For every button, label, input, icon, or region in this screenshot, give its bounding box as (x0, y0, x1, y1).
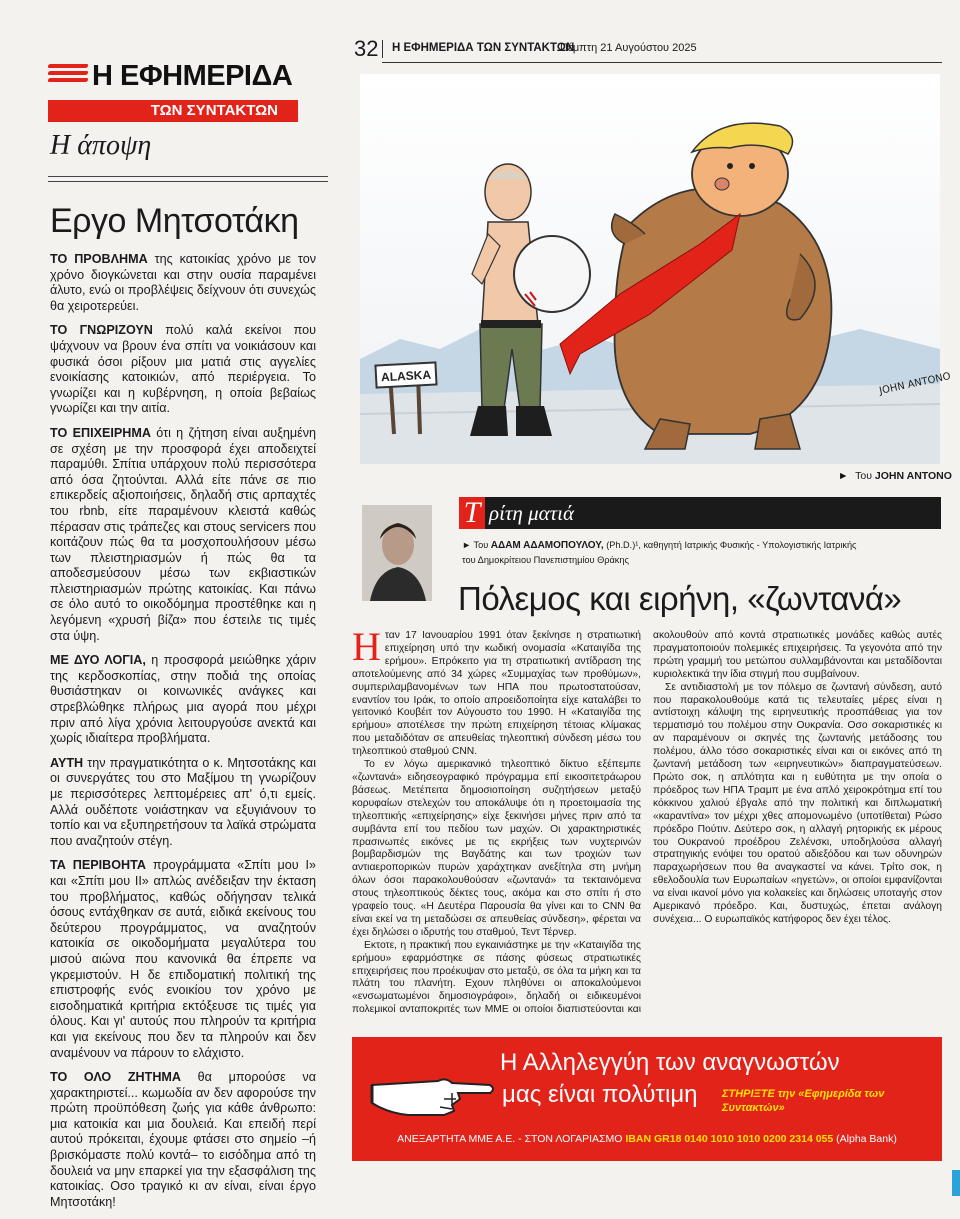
opinion-paragraph (50, 252, 316, 314)
paragraph-lead: ΑΥΤΗ (50, 755, 84, 770)
paragraph-text: ταν 17 Ιανουαρίου 1991 όταν ξεκίνησε η στρατιωτική επιχείρηση υπό την κωδική ονομασία «Καταιγίδα της ερήμου». Επρόκειτο για τη στρατιωτική αντίδραση της αποτελούμενης από 34 χώρες «Συμμαχίας των προθύμων», συμπεριλαμβανομένων των ΗΠΑ που πρωτοστατούσαν, εναντίον του Ιράκ, το οποίο απροειδοποίητα είχε καταλάβει το γειτονικό Κουβέιτ τον Αύγουστο του 1990. Η «Καταιγίδα της ερήμου» αποτέλεσε την πρώτη επιχείρηση τέτοιας κλίμακας που μεταδιδόταν σε απευθείας τηλεοπτική σύνδεση μέσω του τηλεοπτικού σταθμού CNN. (352, 630, 641, 758)
opinion-paragraph (50, 323, 316, 417)
author-credentials: (Ph.D.)¹, καθηγητή Ιατρικής Φυσικής - Υπολογιστικής Ιατρικής (603, 540, 857, 550)
paragraph-text: η προσφορά μειώθηκε χάριν της κερδοσκοπίας, στην ποδιά της οποίας θυσιάστηκαν οι κοινωνικές ανάγκες και στρεβλώθηκε πλήρως μια αγορά που μέχρι πριν από λίγα χρόνια λειτουργούσε ανεκτά και χωρίς ιδιαίτερα προβλήματα. (50, 653, 316, 746)
play-arrow-icon: ► (462, 540, 472, 550)
ad-headline-2: μας είναι πολύτιμη (502, 1081, 698, 1108)
opinion-title: Εργο Μητσοτάκη (50, 202, 299, 240)
paper-name: Η ΕΦΗΜΕΡΙΔΑ ΤΩΝ ΣΥΝΤΑΚΤΩΝ (392, 42, 575, 54)
play-arrow-icon: ► (838, 470, 849, 482)
opinion-paragraph (50, 426, 316, 644)
divider (48, 181, 328, 182)
opinion-body (50, 252, 316, 1219)
sign-text: ALASKA (380, 367, 432, 385)
author-byline: ► Του ΑΔΑΜ ΑΔΑΜΟΠΟΥΛΟΥ, (Ph.D.)¹, καθηγητή Ιατρικής Φυσικής - Υπολογιστικής Ιατρικής του Δημοκρίτειου Πανεπιστημίου Θράκης (462, 540, 857, 565)
author-affiliation: του Δημοκρίτειου Πανεπιστημίου Θράκης (462, 555, 629, 565)
paragraph-text: της κατοικίας χρόνο με τον χρόνο διογκώνεται και στην ουσία παραμένει άλυτο, ενώ οι προβλέψεις δείχνουν ότι συνεχώς θα χειροτερεύει. (50, 252, 316, 313)
opinion-paragraph (50, 858, 316, 1061)
article-paragraph (352, 759, 641, 940)
paragraph-text: πολύ καλά εκείνοι που ψάχνουν να βρουν ένα σπίτι να νοικιάσουν και φυσικά όσοι ρίξουν μια ματιά στις αγγελίες ενοικίασης κατοικιών, από περιέργεια. Το γνωρίζει και η κυβέρνηση, η οποία βεβαίως γνωρίζει και την αιτία. (50, 323, 316, 416)
masthead-subtitle: ΤΩΝ ΣΥΝΤΑΚΤΩΝ (48, 100, 298, 122)
edge-color-mark (952, 1170, 960, 1196)
column-header-bar (459, 497, 941, 529)
author-name: ΑΔΑΜ ΑΔΑΜΟΠΟΥΛΟΥ, (490, 540, 604, 551)
paragraph-text: Εκτοτε, η πρακτική που εγκαινιάστηκε με την «Καταιγίδα της ερήμου» εφαρμόστηκε σε πάσης φύσεως στρατιωτικές επιχειρήσεις που προέκυψαν στο μεταξύ, σε όλα τα μήκη και τα πλάτη του πλανήτη. Εχουν πληθύνει οι αποκαλούμενοι «ενσωματωμένοι δημοσιογράφοι», δηλαδή οι ειδικευμένοι πολεμικοί ανταποκριτές των ΜΜΕ οι οποίοι διαπιστεύονται και ακολουθούν από κοντά στρατιωτικές μονάδες καθώς αυτές πραγματοποιούν πολεμικές επιχειρήσεις. Τα γεγονότα από την πρώτη γραμμή του μετώπου συλλαμβάνονται και μεταδίδονται κυριολεκτικά την ίδια στιγμή που συμβαίνουν. (352, 630, 942, 1016)
page-number: 32 (354, 36, 379, 61)
paragraph-lead: ΜΕ ΔΥΟ ΛΟΓΙΑ, (50, 653, 146, 668)
paragraph-text: την πραγματικότητα ο κ. Μητσοτάκης και οι συνεργάτες του στο Μαξίμου τη γνωρίζουν με περισσότερες λεπτομέρειες απ' ό,τι εμείς. Αλλά ουδέποτε νοιάστηκαν να εξυγιάνουν το τοπίο και να εξυπηρετήσουν τα λαϊκά στρώματα που αναζητούν στέγη. (50, 755, 316, 848)
column-name: ρίτη ματιά (489, 501, 575, 525)
pointing-hand-icon (368, 1059, 498, 1119)
credit-prefix: Του (855, 470, 872, 482)
paragraph-text: Σε αντιδιαστολή με τον πόλεμο σε ζωντανή σύνδεση, αυτό που παρακολουθούμε κατά τις τελευταίες μέρες είναι η αντίστοιχη κάλυψη της ειρηνευτικής προσπάθειας για τον τερματισμό του πολέμου στην Ουκρανία. Οσο σοκαριστικές κι αν παραμένουν οι σκηνές της ζωντανής μετάδοσης του πολέμου, άλλο τόσο σοκαριστικές είναι και οι εικόνες από τη ζωντανή μετάδοση των «ειρηνευτικών» διαπραγματεύσεων. Πρώτο σοκ, η απλότητα και η ευθύτητα με την οποία ο πρόεδρος των ΗΠΑ Τραμπ με ένα απλό χειροκρότημα επί του κόκκινου χαλιού έβγαλε από την πολιτική και διπλωματική «καραντίνα» τον μέχρι χθες απομονωμένο (υποτίθεται) Ρώσο πρόεδρο Πούτιν. Δεύτερο σοκ, η αλλαγή ρητορικής εκ μέρους του Ουκρανού προέδρου Ζελένσκι, υποδηλούσα αλλαγή στρατηγικής ενόψει του ορατού αδιεξόδου και των οδυνηρών παραχωρήσεων που θα αναγκαστεί να κάνει. Τρίτο σοκ, η εθελοδουλία των Ευρωπαίων «ηγετών», οι οποίοι εμφανίζονται να είναι ικανοί μόνο για κολακείες και δηλώσεις υποταγής στον Αμερικανό πρόεδρο. Και, δυστυχώς, έπεται ανάλογη συνέχεια... Ο ευρωπαϊκός κατήφορος δεν έχει τέλος. (653, 681, 942, 925)
cartoon-illustration (360, 74, 952, 464)
opinion-paragraph (50, 756, 316, 850)
column-initial: Τ (459, 497, 485, 529)
cartoon-drawing (360, 74, 952, 464)
drop-cap: Η (352, 624, 381, 669)
page-header (352, 36, 942, 62)
bank-name: (Alpha Bank) (836, 1133, 897, 1145)
logo-stripes (48, 64, 88, 90)
ad-iban-line (352, 1133, 942, 1145)
credit-author: JOHN ANTONO (874, 470, 952, 482)
plate-prop (514, 236, 590, 312)
section-label: Η άποψη (50, 130, 152, 161)
article-title: Πόλεμος και ειρήνη, «ζωντανά» (458, 580, 902, 617)
paragraph-lead: ΤΟ ΟΛΟ ΖΗΤΗΜΑ (50, 1070, 182, 1085)
svg-text:JOHN ANTONO: JOHN ANTONO (878, 371, 952, 397)
ad-headline-1: Η Αλληλεγγύη των αναγνωστών (500, 1049, 840, 1076)
cartoon-credit (838, 470, 952, 482)
ad-account-text: ΑΝΕΞΑΡΤΗΤΑ ΜΜΕ Α.Ε. - ΣΤΟΝ ΛΟΓΑΡΙΑΣΜΟ (397, 1133, 623, 1145)
opinion-paragraph (50, 1070, 316, 1210)
paragraph-lead: ΤΟ ΠΡΟΒΛΗΜΑ (50, 252, 148, 266)
divider (48, 176, 328, 177)
iban-number: GR18 0140 1010 1010 0200 2314 055 (653, 1133, 834, 1145)
author-photo (362, 505, 432, 601)
article-paragraph (653, 682, 942, 927)
masthead-title: Η ΕΦΗΜΕΡΙΔΑ (92, 60, 293, 92)
paragraph-text: Το εν λόγω αμερικανικό τηλεοπτικό δίκτυο εξέπεμπε «ζωντανά» ειδησεογραφικό πρόγραμμα επί εικοσιτετράωρου βάσεως. Μετέπειτα δημοσιοποίηση συζητήσεων μεταξύ κορυφαίων στελεχών του αποκάλυψε ότι η προετοιμασία της τηλεοπτικής «επιχείρησης» είχε ξεκινήσει μήνες πριν από τα συμβάντα επί του πεδίου των μαχών. Οι χαρακτηριστικές πρασινωπές εικόνες με τις εκρήξεις των νυχτερινών βομβαρδισμών της Βαγδάτης και των τροχιών των αντιαεροπορικών πυρών χαράχτηκαν ανεξίτηλα στη μνήμη όλων όσοι παρακολουθούσαν «ζωντανά» τα τεκταινόμενα στους τηλεοπτικούς δέκτες τους, ακόμα και στο σπίτι ή στο γραφείο τους. «Η Δευτέρα Παρουσία θα γίνει και το CNN θα είναι εκεί να τη μεταδώσει σε απευθείας σύνδεση», φέρεται να έχει δηλώσει ο ιδρυτής του σταθμού, Τεντ Τέρνερ. (352, 759, 641, 938)
paragraph-text: θα μπορούσε να χαρακτηριστεί... κωμωδία αν δεν αφορούσε την πρώτη προϋπόθεση ζωής για κάθε άνθρωπο: μια κατοικία και μια δουλειά. Και επειδή περί αυτού πρόκειται, έχουμε φτάσει στο σημείο –ή βρισκόμαστε πολύ κοντά– το εισόδημα από τη δουλειά να μην επαρκεί για την εξασφάλιση της κατοικίας. Οσο τραγικό κι αν είναι, είναι έργο Μητσοτάκη! (50, 1070, 317, 1209)
opinion-column (30, 38, 340, 1209)
issue-date: Πέμπτη 21 Αυγούστου 2025 (560, 42, 697, 54)
paragraph-lead: ΤΟ ΕΠΙΧΕΙΡΗΜΑ (50, 425, 151, 440)
opinion-paragraph (50, 653, 316, 747)
solidarity-ad (352, 1037, 942, 1161)
paragraph-lead: ΤΟ ΓΝΩΡΙΖΟΥΝ (50, 323, 153, 338)
paragraph-text: προγράμματα «Σπίτι μου Ι» και «Σπίτι μου ΙΙ» απλώς ανέδειξαν την έκταση του προβλήματος, καθώς οδήγησαν τελικά όσους εντάχθηκαν σε αυτά, ειδικά εκείνους του δεύτερου προγράμματος, να αναζητούν κατοικία σε οικοδομήματα μεγαλύτερα του μισού αιώνα που κανονικά θα έπρεπε να γκρεμιστούν. Η δε επιδοματική πολιτική της επιστροφής ενός ενοικίου τον χρόνο με εισοδηματικά κριτήρια εκτόξευσε τις τιμές για όλους. Και γι' αυτούς που πληρούν τα κριτήρια και για εκείνους που δεν τα πληρούν και δεν αναμένουν να πάρουν το ελάχιστο. (50, 858, 316, 1060)
article-paragraph (352, 624, 641, 759)
paragraph-text: ότι η ζήτηση είναι αυξημένη σε σχέση με την προσφορά έχει αποδειχτεί παραμύθι. Σπίτια υπάρχουν πολύ περισσότερα από όσα ζητούνται. Αλλά είτε πάνε σε πιο επικερδείς αξιοποιήσεις, δηλαδή στις αρπαχτές του rbnb, είτε παραμένουν κλειστά καθώς πέρασαν στις τράπεζες και στους servicers που κοιτάζουν πώς θα τα μοσχοπουλήσουν μέσω των πλειστηριασμών ή πώς θα τα αποδεσμεύσουν μέσω των εκβιαστικών πλειστηριασμών πρώτης κατοικίας. Και πάνω σε όλο αυτό το οικοδόμημα προστέθηκε και η λεγόμενη «χρυσή βίζα» που έστειλε τις τιμές στα ύψη. (50, 425, 316, 643)
paragraph-lead: ΤΑ ΠΕΡΙΒΟΗΤΑ (50, 858, 146, 873)
article-body (352, 624, 942, 1022)
ad-support-text: ΣΤΗΡΙΞΤΕ την «Εφημερίδα των Συντακτών» (722, 1088, 885, 1114)
iban-label: IBAN (625, 1133, 652, 1145)
masthead-logo (48, 60, 324, 140)
